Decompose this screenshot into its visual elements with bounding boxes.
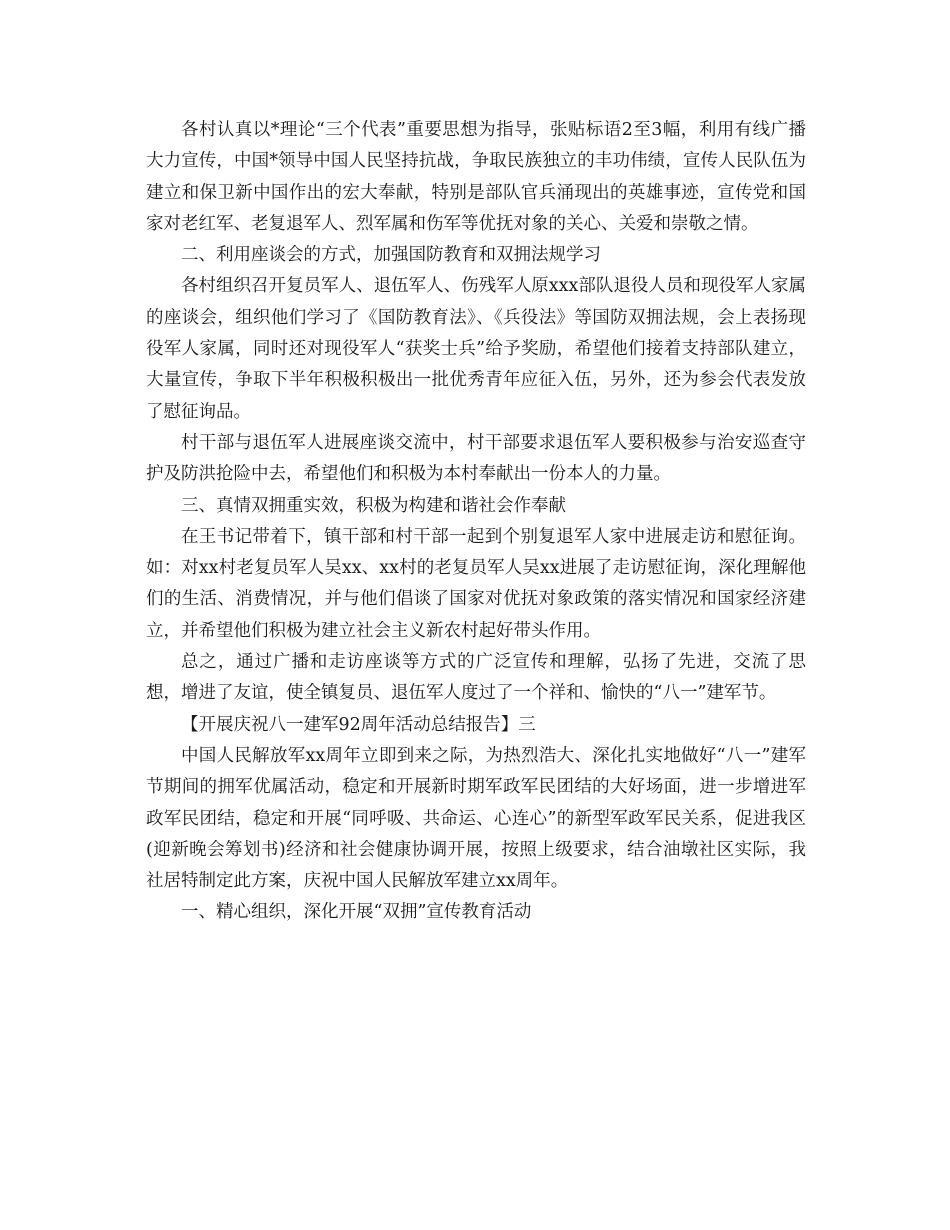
paragraph-visits: 在王书记带着下，镇干部和村干部一起到个别复退军人家中进展走访和慰征询。如：对xx村老复员军人吴xx、xx村的老复员军人吴xx进展了走访慰征询，深化理解他们的生活、消费情况，并与他们倡谈了国家对优抚对象政策的落实情况和国家经济建立，并希望他们积极为建立社会主义新农村起好带头作用。 (146, 526, 806, 641)
section-heading-1: 一、精心组织，深化开展“双拥”宣传教育活动 (181, 902, 532, 923)
paragraph-plan-intro: 中国人民解放军xx周年立即到来之际，为热烈浩大、深化扎实地做好“八一”建军节期间的拥军优属活动，稳定和开展新时期军政军民团结的大好场面，进一步增进军政军民团结，稳定和开展“同呼吸、共命运、心连心”的新型军政军民关系，促进我区(迎新晚会筹划书)经济和社会健康协调开展，按照上级要求，结合油墩社区实际，我社居特制定此方案，庆祝中国人民解放军建立xx周年。 (146, 745, 806, 892)
paragraph-publicity: 各村认真以*理论“三个代表”重要思想为指导，张贴标语2至3幅，利用有线广播大力宣传，中国*领导中国人民坚持抗战，争取民族独立的丰功伟绩，宣传人民队伍为建立和保卫新中国作出的宏大奉献，特别是部队官兵涌现出的英雄事迹，宣传党和国家对老红军、老复退军人、烈军属和伤军等优抚对象的关心、关爱和崇敬之情。 (146, 120, 806, 234)
paragraph-conclusion: 总之，通过广播和走访座谈等方式的广泛宣传和理解，弘扬了先进，交流了思想，增进了友谊，使全镇复员、退伍军人度过了一个祥和、愉快的“八一”建军节。 (146, 652, 806, 704)
section-heading-3: 三、真情双拥重实效，积极为构建和谐社会作奉献 (181, 495, 566, 516)
paragraph-forum: 各村组织召开复员军人、退伍军人、伤残军人原xxx部队退役人员和现役军人家属的座谈会，组织他们学习了《国防教育法》、《兵役法》等国防双拥法规，会上表扬现役军人家属，同时还对现役军人“获奖士兵”给予奖励，希望他们接着支持部队建立，大量宣传，争取下半年积极积极出一批优秀青年应征入伍，另外，还为参会代表发放了慰征询品。 (146, 276, 806, 422)
paragraph-village-cadres: 村干部与退伍军人进展座谈交流中，村干部要求退伍军人要积极参与治安巡查守护及防洪抢险中去，希望他们和积极为本村奉献出一份本人的力量。 (146, 432, 806, 485)
document-body (146, 115, 806, 929)
report-title: 【开展庆祝八一建军92周年活动总结报告】三 (181, 714, 536, 735)
section-heading-2: 二、利用座谈会的方式，加强国防教育和双拥法规学习 (181, 245, 601, 266)
